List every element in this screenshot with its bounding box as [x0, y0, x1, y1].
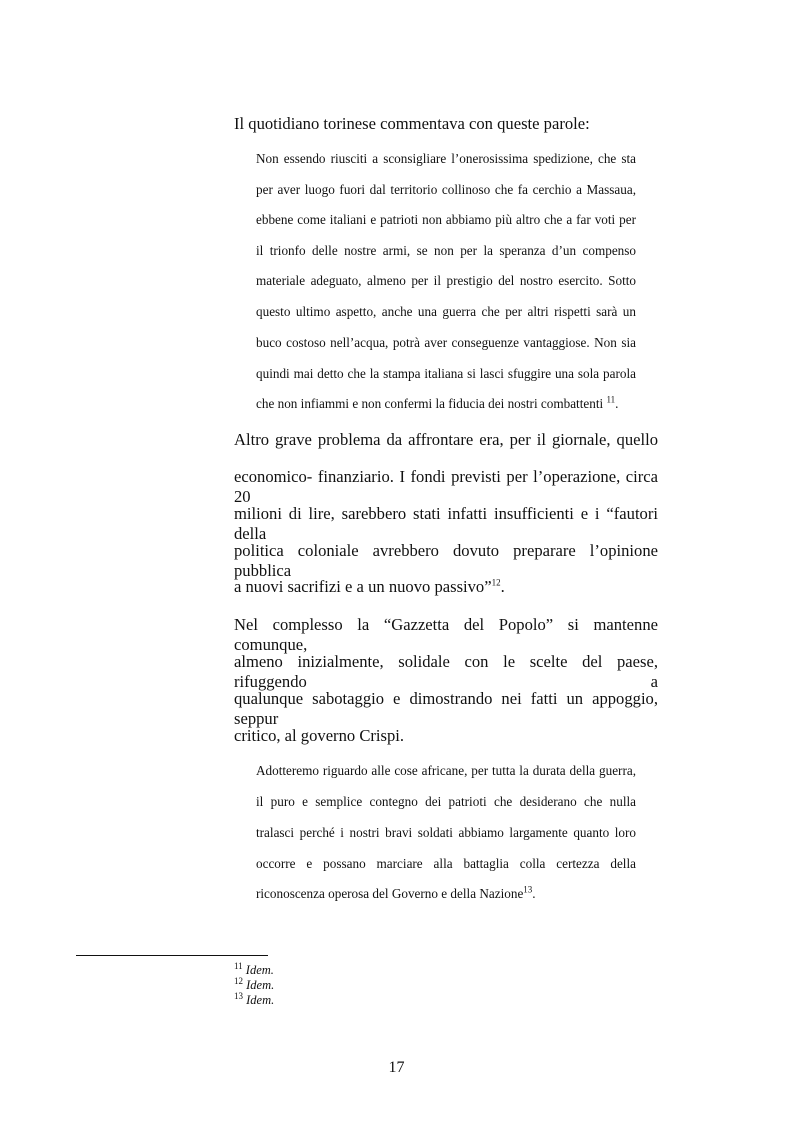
quote1-line-3: ebbene come italiani e patrioti non abbiamo più altro che a far voti per [256, 212, 636, 227]
paragraph1-last-text: a nuovi sacrifizi e a un nuovo passivo” [234, 577, 492, 596]
paragraph1-line-5 [234, 577, 505, 597]
quote1-line-5: materiale adeguato, almeno per il prestigio del nostro esercito. Sotto [256, 273, 636, 288]
quote1-line-1: Non essendo riusciti a sconsigliare l’onerosissima spedizione, che sta [256, 151, 636, 166]
footnote-text: Idem. [246, 993, 275, 1007]
paragraph2-line-3: qualunque sabotaggio e dimostrando nei fatti un appoggio, seppur [234, 689, 658, 728]
paragraph2-line-1: Nel complesso la “Gazzetta del Popolo” si mantenne comunque, [234, 615, 658, 654]
paragraph1-line-3: milioni di lire, sarebbero stati infatti insufficienti e i “fautori della [234, 504, 658, 543]
quote1-last-text: che non infiammi e non confermi la fiducia dei nostri combattenti [256, 396, 604, 411]
quote1-end: . [615, 396, 619, 411]
quote1-line-8: quindi mai detto che la stampa italiana si lasci sfuggire una sola parola [256, 366, 636, 381]
quote1-line-9 [256, 396, 618, 412]
quote1-line-6: questo ultimo aspetto, anche una guerra che per altri rispetti sarà un [256, 304, 636, 319]
paragraph1-line-4: politica coloniale avrebbero dovuto preparare l’opinione pubblica [234, 541, 658, 580]
footnote-number: 12 [234, 975, 243, 986]
quote1-line-4: il trionfo delle nostre armi, se non per la speranza d’un compenso [256, 243, 636, 258]
footnote-number: 13 [234, 990, 243, 1001]
footnote-separator [76, 955, 268, 956]
paragraph1-line-1: Altro grave problema da affrontare era, per il giornale, quello [234, 430, 658, 449]
quote2-last-text: riconoscenza operosa del Governo e della Nazione [256, 886, 524, 901]
intro-line: Il quotidiano torinese commentava con queste parole: [234, 114, 590, 133]
quote1-line-7: buco costoso nell’acqua, potrà aver conseguenze vantaggiose. Non sia [256, 335, 636, 350]
footnote-13 [234, 990, 275, 1007]
paragraph2-line-4: critico, al governo Crispi. [234, 726, 405, 745]
paragraph1-end: . [500, 577, 505, 596]
paragraph2-line-2: almeno inizialmente, solidale con le scelte del paese, rifuggendo a [234, 652, 658, 691]
quote2-line-1: Adotteremo riguardo alle cose africane, per tutta la durata della guerra, [256, 763, 636, 778]
quote2-line-3: tralasci perché i nostri bravi soldati abbiamo largamente quanto loro [256, 825, 636, 840]
quote2-line-2: il puro e semplice contegno dei patrioti che desiderano che nulla [256, 794, 636, 809]
page-number: 17 [388, 1059, 405, 1076]
quote1-line-2: per aver luogo fuori dal territorio collinoso che fa cerchio a Massaua, [256, 182, 636, 197]
footnote-ref-13: 13 [523, 884, 533, 895]
quote2-end: . [532, 886, 536, 901]
footnote-ref-11: 11 [606, 394, 616, 405]
footnote-text: Idem. [246, 978, 275, 992]
paragraph1-line-2: economico- finanziario. I fondi previsti per l’operazione, circa 20 [234, 467, 658, 506]
footnote-text: Idem. [245, 963, 274, 977]
footnote-number: 11 [234, 960, 243, 971]
quote2-line-4: occorre e possano marciare alla battaglia colla certezza della [256, 856, 636, 871]
footnote-ref-12: 12 [491, 577, 501, 588]
quote2-line-5 [256, 886, 536, 902]
